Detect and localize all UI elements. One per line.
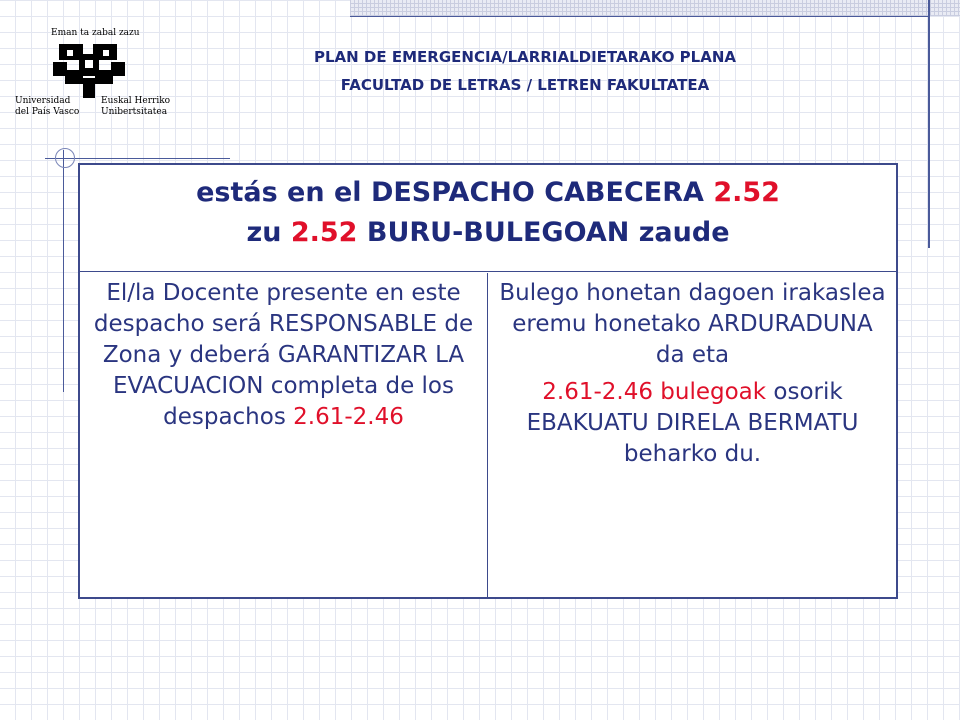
- title-line-eu: zu 2.52 BURU-BULEGOAN zaude: [246, 217, 730, 248]
- right-decor-line: [928, 0, 930, 248]
- instructions-eu-para1: Bulego honetan dagoen irakaslea eremu honetako ARDURADUNA da eta: [499, 280, 886, 368]
- office-range-eu: 2.61-2.46 bulegoak: [542, 379, 767, 405]
- office-range-es: 2.61-2.46: [293, 404, 404, 430]
- logo-label-left: Universidad del País Vasco: [15, 96, 80, 117]
- top-decor-line: [350, 16, 930, 17]
- info-panel: [78, 163, 898, 599]
- instructions-es-text: El/la Docente presente en este despacho será RESPONSABLE de Zona y deberá GARANTIZAR LA EVACUACION completa de los despachos: [93, 280, 474, 430]
- tree-emblem-icon: [53, 40, 125, 100]
- title-line-es: estás en el DESPACHO CABECERA 2.52: [196, 177, 780, 208]
- office-number-eu: 2.52: [290, 217, 358, 248]
- header-line-1: PLAN DE EMERGENCIA/LARRIALDIETARAKO PLANA: [314, 48, 736, 66]
- panel-title: [80, 165, 896, 272]
- corner-decor-circle: [55, 148, 75, 168]
- university-logo: [15, 28, 175, 123]
- logo-label-right: Euskal Herriko Unibertsitatea: [101, 96, 171, 117]
- page-header: [180, 43, 870, 99]
- header-line-2: FACULTAD DE LETRAS / LETREN FAKULTATEA: [340, 76, 710, 94]
- instructions-eu: [489, 273, 896, 597]
- office-number-es: 2.52: [713, 177, 780, 208]
- left-decor-line: [63, 150, 64, 392]
- logo-motto: Eman ta zabal zazu: [51, 28, 140, 38]
- instructions-es: [80, 273, 488, 597]
- instructions-eu-para2: osorik EBAKUATU DIRELA BERMATU beharko du.: [526, 379, 859, 467]
- top-decor-band: [350, 0, 960, 16]
